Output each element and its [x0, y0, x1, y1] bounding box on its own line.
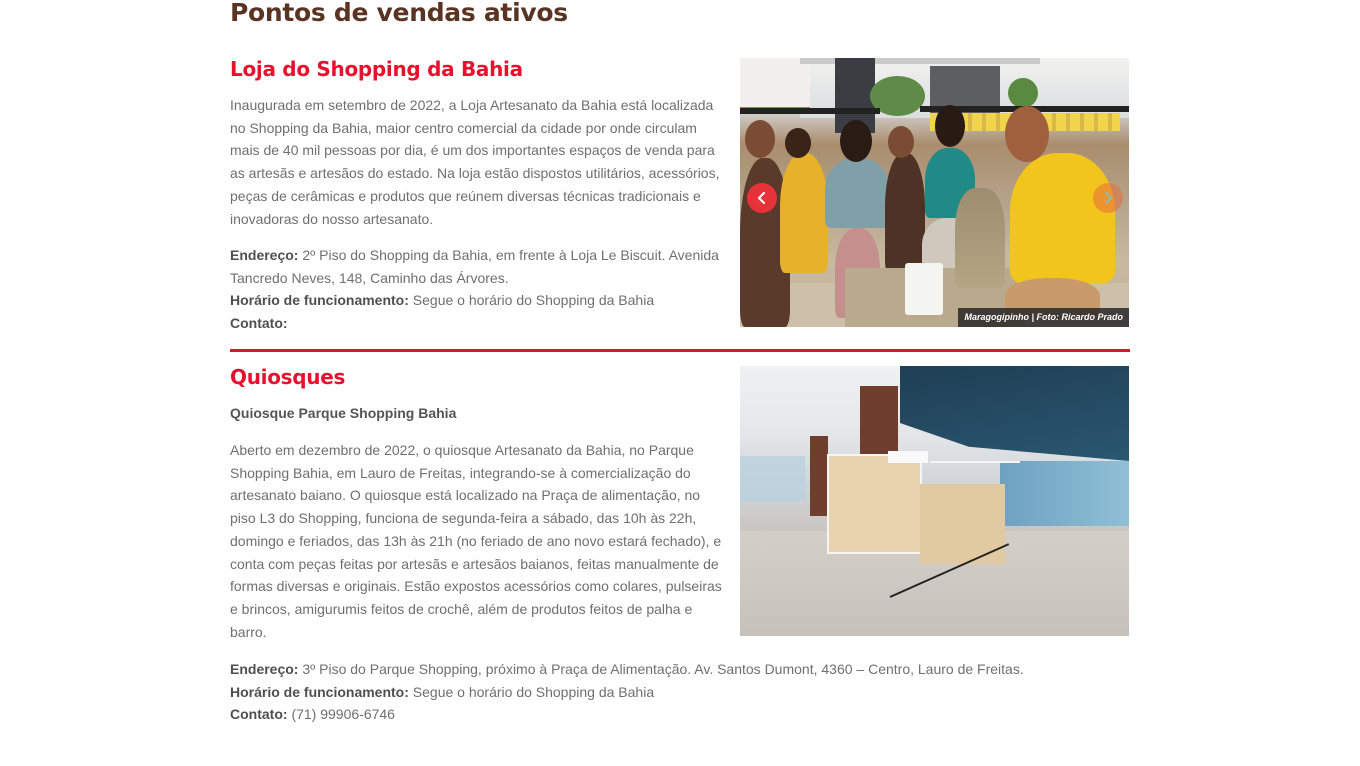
contact-line: [230, 312, 722, 335]
section-title: Quiosques: [230, 365, 346, 389]
photo-person-head: [785, 128, 811, 158]
section-description: Aberto em dezembro de 2022, o quiosque Artesanato da Bahia, no Parque Shopping Bahia, em Lauro de Freitas, integrando-se à comercialização do artesanato baiano. O quiosque está localizado na Praça de alimentação, no piso L3 do Shopping, funciona de segunda-feira a sábado, das 10h às 22h, domingo e feriados, das 13h às 21h (no feriado de ano novo estará fechado), e conta com peças feitas por artesãs e artesãos baianos, feitas manualmente de formas diversas e originais. Estão expostos acessórios como colares, pulseiras e brincos, amigurumis feitos de crochê, além de produtos feitos de palha e barro.: [230, 442, 722, 640]
kiosk-subtitle: Quiosque Parque Shopping Bahia: [230, 405, 457, 421]
address-value: 2º Piso do Shopping da Bahia, em frente à Loja Le Biscuit. Avenida Tancredo Neves, 148, Caminho das Árvores.: [230, 247, 719, 286]
page-title: Pontos de vendas ativos: [230, 0, 568, 27]
photo-person-head: [840, 120, 872, 162]
store-info: [230, 244, 722, 335]
photo-ceiling: [900, 366, 1129, 461]
photo-kiosk-rack: [930, 461, 1020, 463]
photo-person-head: [888, 126, 914, 158]
hours-value: Segue o horário do Shopping da Bahia: [412, 683, 655, 700]
hours-line: [230, 681, 1024, 704]
kiosk-info: [230, 658, 1024, 726]
contact-value: (71) 99906-6746: [291, 706, 395, 723]
photo-person: [885, 153, 925, 273]
photo-kiosk-shelf: [827, 454, 922, 554]
photo-bucket: [905, 263, 943, 315]
address-label: Endereço:: [230, 247, 299, 263]
photo-window: [740, 456, 805, 501]
photo-artisan-head: [1005, 106, 1049, 162]
carousel-next-button[interactable]: [1093, 183, 1123, 213]
address-value: 3º Piso do Parque Shopping, próximo à Praça de Alimentação. Av. Santos Dumont, 4360 – Centro, Lauro de Freitas.: [302, 661, 1024, 677]
photo-tree: [1008, 78, 1038, 108]
photo-person: [825, 158, 890, 228]
contact-line: [230, 703, 1024, 726]
chevron-left-icon: [755, 191, 769, 205]
address-label: Endereço:: [230, 661, 299, 677]
hours-value: Segue o horário do Shopping da Bahia: [412, 292, 655, 309]
photo-person: [780, 153, 828, 273]
contact-label: Contato:: [230, 315, 288, 332]
address-line: [230, 244, 722, 289]
chevron-right-icon: [1101, 191, 1115, 205]
photo-person-head: [935, 105, 965, 147]
carousel-prev-button[interactable]: [747, 183, 777, 213]
section-title: Loja do Shopping da Bahia: [230, 57, 523, 81]
section-divider: [230, 349, 1130, 352]
image-carousel: [740, 58, 1129, 327]
hours-line: [230, 289, 722, 312]
address-line: [230, 658, 1024, 681]
photo-caption: Maragogipinho | Foto: Ricardo Prado: [958, 308, 1129, 327]
kiosk-photo: [740, 366, 1129, 636]
contact-label: Contato:: [230, 706, 288, 723]
photo-shelf: [740, 108, 880, 114]
hours-label: Horário de funcionamento:: [230, 683, 409, 700]
photo-clay-pot: [955, 188, 1005, 288]
section-description: Inaugurada em setembro de 2022, a Loja Artesanato da Bahia está localizada no Shopping da Bahia, maior centro comercial da cidade por onde circulam mais de 40 mil pessoas por dia, é um dos importantes espaços de venda para as artesãs e artesãos do estado. Na loja estão dispostos utilitários, acessórios, peças de cerâmicas e produtos que reúnem diversas técnicas tradicionais e inovadoras do nosso artesanato.: [230, 97, 720, 227]
photo-window: [1000, 461, 1129, 526]
photo-house: [740, 58, 810, 113]
photo-artisan: [1010, 153, 1115, 283]
hours-label: Horário de funcionamento:: [230, 292, 409, 309]
photo-person-head: [745, 120, 775, 158]
photo-kiosk-sign: [888, 451, 928, 463]
photo-pillar: [810, 436, 828, 516]
